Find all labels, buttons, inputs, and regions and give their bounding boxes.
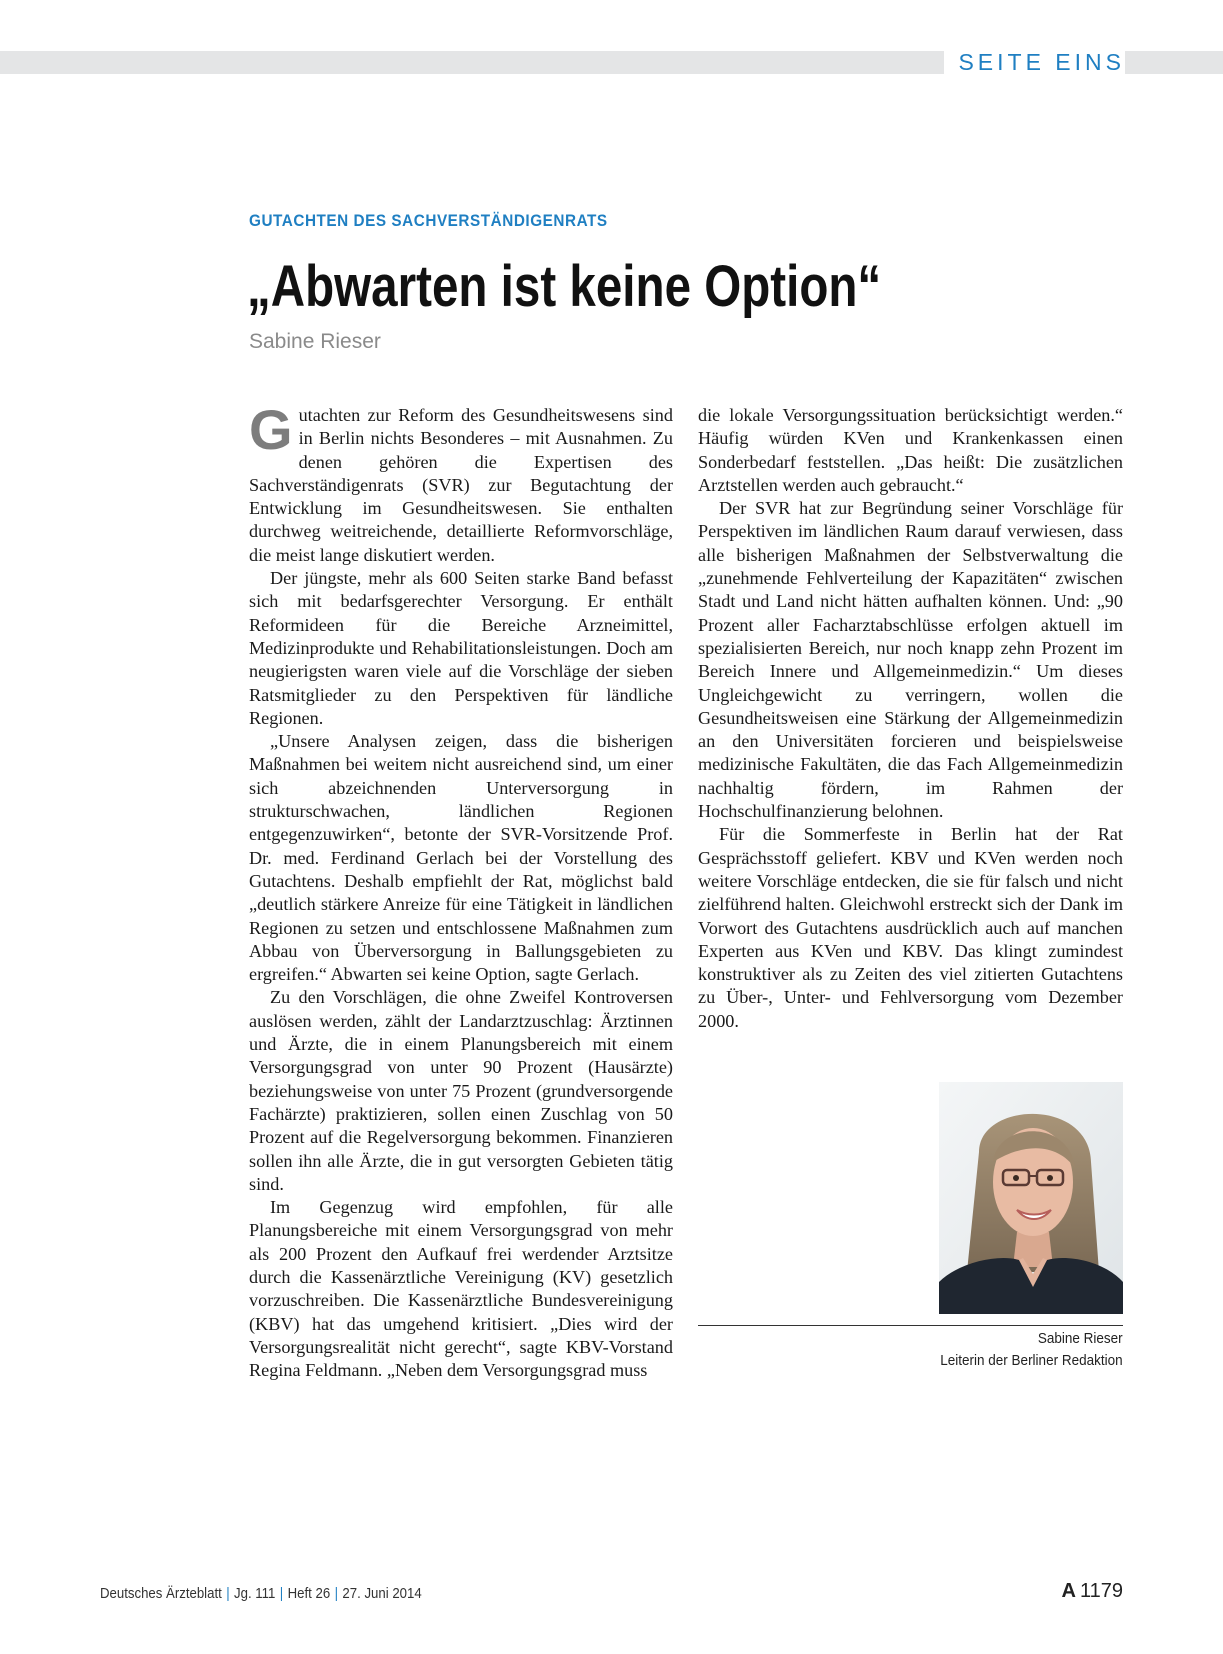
article-kicker: GUTACHTEN DES SACHVERSTÄNDIGENRATS bbox=[249, 211, 608, 230]
footer-volume: Jg. 111 bbox=[234, 1585, 276, 1602]
author-photo bbox=[939, 1082, 1123, 1314]
drop-cap: G bbox=[249, 398, 293, 461]
paragraph: Für die Sommerfeste in Berlin hat der Rat Gesprächsstoff geliefert. KBV und KVen werden noch weitere Vorschläge entdecken, die sie für falsch und nicht zielführend halten. Gleichwohl erstreckt sich der Dank im Vorwort des Gutachtens ausdrücklich auch auf manchen Experten aus KVen und KBV. Das klingt zumindest konstruktiver als zu Zeiten des viel zitierten Gutachtens zu Über-, Unter- und Fehlversorgung vom Dezember 2000. bbox=[698, 824, 1123, 1031]
section-label: SEITE EINS bbox=[944, 47, 1125, 77]
footer-publication: Deutsches Ärzteblatt bbox=[100, 1585, 222, 1602]
caption-divider bbox=[698, 1325, 1123, 1326]
paragraph: „Unsere Analysen zeigen, dass die bisherigen Maßnahmen bei weitem nicht ausreichend sind, um einer sich abzeichnenden Unterversorgung in strukturschwachen, ländlichen Regionen entgegenzuwirken“, betonte der SVR-Vorsitzende Prof. Dr. med. Ferdinand Gerlach bei der Vorstellung des Gutachtens. Deshalb empfiehlt der Rat, möglichst bald „deutlich stärkere Anreize für eine Tätigkeit in ländlichen Regionen zu setzen und entschlossene Maßnahmen zum Abbau von Überversorgung in Ballungsgebieten zu ergreifen.“ Abwarten sei keine Option, sagte Gerlach. bbox=[249, 731, 673, 985]
page-number bbox=[1062, 1580, 1123, 1603]
page-prefix: A bbox=[1061, 1580, 1076, 1602]
footer-separator: | bbox=[226, 1585, 230, 1602]
paragraph: Gutachten zur Reform des Gesundheitswesens sind in Berlin nichts Besonderes – mit Ausnahmen. Zu denen gehören die Expertisen des Sachverständigenrats (SVR) zur Begutachtung der Entwicklung im Gesundheitswesen. Sie enthalten durchweg weitreichende, detaillierte Reformvorschläge, die meist lange diskutiert werden. bbox=[249, 398, 673, 565]
article-author: Sabine Rieser bbox=[249, 330, 381, 353]
footer-issue: Heft 26 bbox=[287, 1585, 331, 1602]
footer-date: 27. Juni 2014 bbox=[342, 1585, 422, 1602]
paragraph: Zu den Vorschlägen, die ohne Zweifel Kontroversen auslösen werden, zählt der Landarztzuschlag: Ärztinnen und Ärzte, die in einem Planungsbereich mit einem Versorgungsgrad von unter 90 Prozent (Hausärzte) beziehungsweise von unter 75 Prozent (grundversorgende Fachärzte) praktizieren, sollen einen Zuschlag von 50 Prozent auf die Regelversorgung bekommen. Finanzieren sollen ihn alle Ärzte, die in gut versorgten Gebieten tätig sind. bbox=[249, 987, 673, 1194]
author-portrait-image bbox=[939, 1082, 1123, 1314]
article-column-left bbox=[249, 398, 673, 1382]
caption-name: Sabine Rieser bbox=[1038, 1330, 1123, 1347]
article-column-right bbox=[698, 404, 1123, 1033]
footer-separator: | bbox=[279, 1585, 284, 1602]
paragraph: Der jüngste, mehr als 600 Seiten starke Band befasst sich mit bedarfsgerechter Versorgung. Er enthält Reformideen für die Bereiche Arzneimittel, Medizinprodukte und Rehabilitationsleistungen. Doch am neugierigsten waren viele auf die Vorschläge der sieben Ratsmitglieder zu den Perspektiven für ländliche Regionen. bbox=[249, 568, 673, 728]
footer-separator: | bbox=[334, 1585, 339, 1602]
caption-role: Leiterin der Berliner Redaktion bbox=[940, 1352, 1123, 1369]
paragraph: Im Gegenzug wird empfohlen, für alle Planungsbereiche mit einem Versorgungsgrad von mehr als 200 Prozent den Aufkauf frei werdender Arztsitze durch die Kassenärztliche Vereinigung (KV) gesetzlich vorzuschreiben. Die Kassenärztliche Bundesvereinigung (KBV) hat das umgehend kritisiert. „Dies wird der Versorgungsrealität nicht gerecht“, sagte KBV-Vorstand Regina Feldmann. „Neben dem Versorgungsgrad muss bbox=[249, 1197, 673, 1381]
paragraph: die lokale Versorgungssituation berücksichtigt werden.“ Häufig würden KVen und Krankenkassen einen Sonderbedarf feststellen. „Das heißt: Die zusätzlichen Arztstellen werden auch gebraucht.“ bbox=[698, 405, 1123, 495]
paragraph: Der SVR hat zur Begründung seiner Vorschläge für Perspektiven im ländlichen Raum darauf verwiesen, dass alle bisherigen Maßnahmen der Selbstverwaltung die „zunehmende Fehlverteilung der Kapazitäten“ zwischen Stadt und Land nicht hätten aufhalten können. Und: „90 Prozent aller Facharztabschlüsse erfolgen aktuell im spezialisierten Bereich, nur noch knapp zehn Prozent im Bereich Innere und Allgemeinmedizin.“ Um dieses Ungleichgewicht zu verringern, wollen die Gesundheitsweisen eine Stärkung der Allgemeinmedizin an den Universitäten forcieren und beispielsweise medizinische Fakultäten, die das Fach Allgemeinmedizin nachhaltig fördern, im Rahmen der Hochschulfinanzierung belohnen. bbox=[698, 498, 1123, 822]
page-footer bbox=[100, 1585, 422, 1602]
photo-caption bbox=[920, 1328, 1123, 1372]
page-number-value: 1179 bbox=[1079, 1580, 1123, 1602]
article-title: „Abwarten ist keine Option“ bbox=[247, 254, 882, 319]
